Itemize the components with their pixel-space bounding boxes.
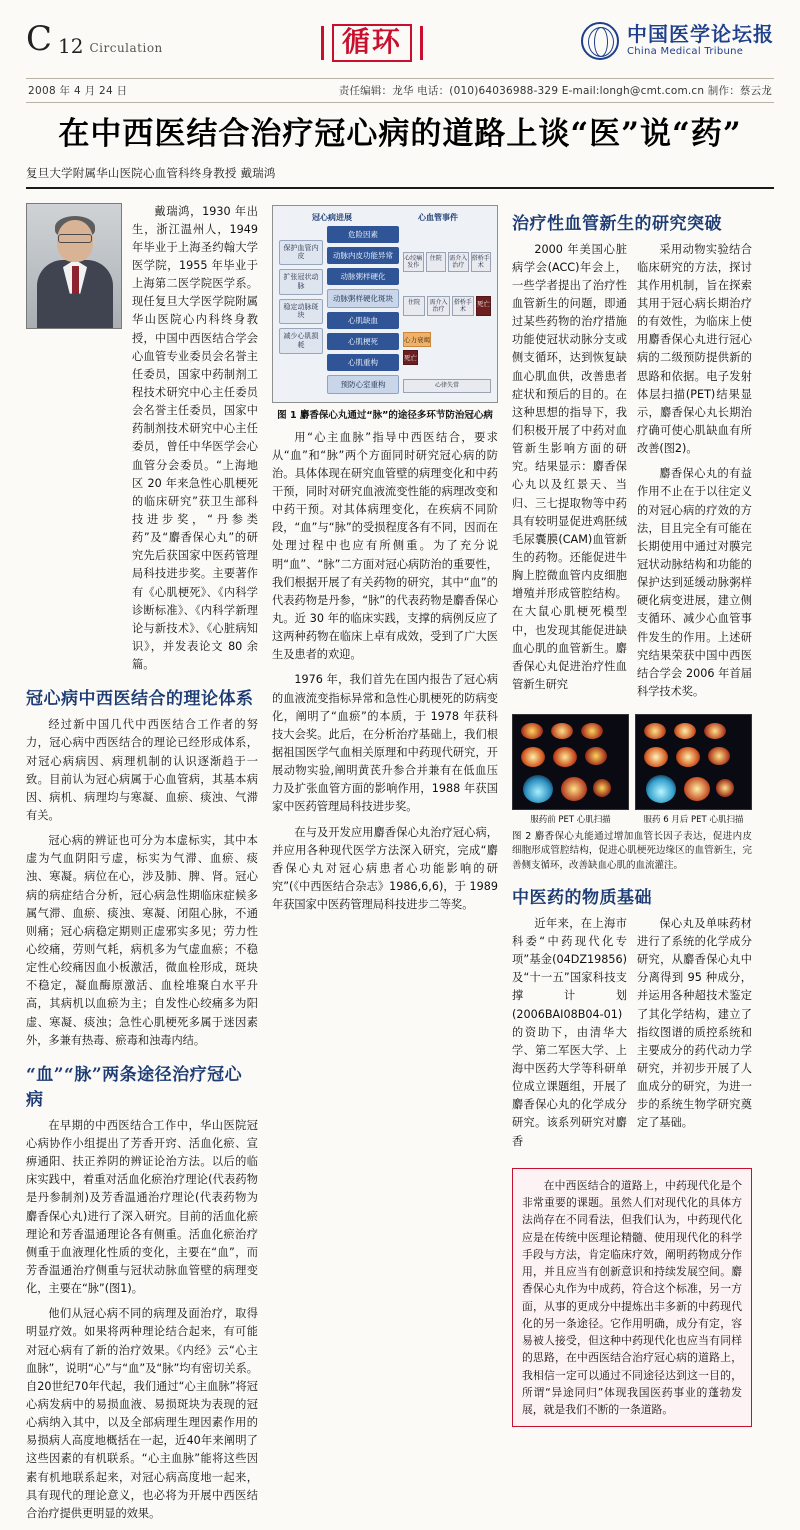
outcome: 需介入治疗	[427, 296, 449, 316]
paragraph: 麝香保心丸的有益作用不止在于以往定义的对冠心病的疗效的方法，目且完全有可能在长期使用中通过对膜完冠状动脉结构和功能的保护达到延缓动脉粥样硬化病变进展，建立侧支循环、减少心血管事件发生的作用。上述研究结果荣获中国中西医结合学会 2006 年首届科学技术奖。	[637, 467, 752, 699]
outcome: 住院	[403, 296, 425, 316]
byline: 复旦大学附属华山医院心血管科终身教授 戴瑞鸿	[26, 165, 276, 180]
figure-2-caption: 图 2 麝香保心丸能通过增加血管长因子表达，促进内皮细胞形成管腔结构，促进心肌梗死边缘区的血管新生，完善侧支循环，改善缺血心肌的血流灌注。	[512, 831, 752, 871]
figure-1-left-tags	[279, 226, 323, 394]
masthead	[26, 19, 774, 74]
paragraph: 2000 年美国心脏病学会(ACC)年会上，一些学者提出了治疗性血管新生的问题，即通过某些药物的治疗措施功能使冠状动脉分支或侧支循环，达到恢复缺血心肌血供，改善患者症状和预后的目的。在这种思想的指导下，我们积极开展了中药对血管新生影响方面的研究。结果显示：麝香保心丸以及红景天、当归、三七提取物等中药具有较明显促进鸡胚绒毛尿囊膜(CAM)血管新生的药物。还能促进牛胸上腔微血管内皮细胞增殖并形成管腔结构。在大鼠心肌梗死模型中，也发现其能促进缺血心肌的血管新生。麝香保心丸促进治疗性血管新生研究	[512, 242, 627, 692]
section-title-cn-wrap	[321, 24, 423, 62]
rule-under-headline	[26, 187, 774, 189]
brand-name-en: China Medical Tribune	[626, 46, 744, 58]
angio-text-grid	[512, 241, 752, 709]
figure-1-caption: 图 1 麝香保心丸通过“脉”的途径多环节防治冠心病	[277, 409, 493, 421]
outcome: 住院	[426, 252, 447, 272]
section-heading-theory: 冠心病中西医结合的理论体系	[26, 689, 254, 710]
figure-2-images	[512, 714, 752, 810]
column-3	[512, 199, 752, 1530]
paragraph: 经过新中国几代中西医结合工作者的努力，冠心病中西医结合的理论已经形成体系，对冠心病病因、病理机制的认识逐渐趋于一致。目前认为冠心病属于心血管病，其基本病因、病机、病理均与寒凝、血瘀、痰浊、气滞有关。	[26, 718, 258, 822]
flow-node: 动脉粥样硬化斑块	[327, 289, 399, 308]
issue-date: 2008 年 4 月 24 日	[28, 85, 128, 97]
paragraph: 用“心主血脉”指导中西医结合，要求从“血”和“脉”两个方面同时研究冠心病的防治。具体体现在研究血管壁的病理变化和中药干预，同时对研究血液流变性能的病理改变和中药干预。对其体病理变化，在疾病不同阶段，“血”与“脉”的受损程度各有不同，因而在处理过程中也应有所侧重。为了充分说明“血”、“脉”二方面对冠心病防治的重要性，我们根据开展了有关药物的研究，其中“血”的代表药物是丹参，“脉”的代表药物是麝香保心丸。近 30 年的临床实践，支撑的病例反应了这两种药物在临床上卓有成效，受到了广大医生及患者的欢迎。	[272, 430, 498, 662]
outcome-row	[403, 252, 491, 272]
outcome-row	[403, 296, 491, 316]
tag: 保护血管内皮	[279, 240, 323, 266]
section-name-en: Circulation	[89, 41, 163, 55]
figure-2-labels	[512, 813, 752, 825]
outcome: 搭桥手术	[452, 296, 474, 316]
summary-box	[512, 1168, 752, 1428]
paragraph: 近年来，在上海市科委“中药现代化专项”基金(04DZ19856)及“十一五”国家科技支撑计划 (2006BAI08B04-01) 的资助下，由清华大学、第二军医大学、上海中医药大学等科研单位成立课题组，开展了麝香保心丸的化学成分研究。该系列研究对麝香	[512, 916, 627, 1148]
info-bar	[26, 79, 774, 103]
red-bar-left	[321, 26, 324, 60]
page-title: 在中西医结合治疗冠心病的道路上谈“医”说“药”	[58, 116, 742, 152]
summary-text: 在中西医结合的道路上，中药现代化是个非常重要的课题。虽然人们对现代化的具体方法尚存在不同看法，但我们认为，中药现代化应是在传统中医理论精髓、使用现代化的科学手段与方法，肯定临床疗效，阐明药物成分作用，并且应当有创新意识和持续发展空间。麝香保心丸作为中成药，符合这个标准，另一方面，从事的更成分中提炼出丰多新的中药现代化的另一条途径。它作用明确，成分有定，容易被人接受，但这种中药现代化也应当有同样的思路，在中西医结合治疗冠心病的道路上，我相信一定可以通过不同途径达到这一目的，所谓“异途同归”体现我国医药事业的蓬勃发展，就是我们不断的一条道路。	[522, 1178, 742, 1417]
flow-node: 心肌重构	[327, 354, 399, 371]
column-1	[26, 199, 258, 1530]
paragraph: 在与及开发应用麝香保心丸治疗冠心病，并应用各种现代医学方法深入研究，完成“麝香保心丸对冠心病患者心功能影响的研究”(《中西医结合杂志》1986,6,6)，于 1989 年获国家中医药管理局科技进步二等奖。	[272, 825, 498, 912]
section-title-cn: 循环	[332, 24, 412, 62]
outcome: 心绞痛发作	[403, 252, 424, 272]
brand-name-cn: 中国医学论坛报	[626, 22, 774, 47]
editor-credits: 责任编辑：龙华 电话：(010)64036988-329 E-mail:longh@cmt.com.cn 制作：蔡云龙	[338, 85, 772, 97]
figure-1-header-right: 心血管事件	[418, 212, 458, 222]
outcome-death: 死亡	[476, 296, 491, 316]
figure-2	[512, 714, 752, 873]
figure-2-label-left: 服药前 PET 心肌扫描	[530, 815, 611, 826]
tag: 扩张冠状动脉	[279, 269, 323, 295]
column-2	[272, 199, 498, 1530]
section-heading-material: 中医药的物质基础	[512, 887, 652, 908]
tag: 稳定动脉斑块	[279, 299, 323, 325]
author-bio: 戴瑞鸿，1930 年出生，浙江温州人，1949 年毕业于上海圣约翰大学医学院，1955 年毕业于上海第二医学院医学系。现任复旦大学医学院附属华山医院心内科终身教授，中国中西医结合学会心血管专业委员会名誉主任委员，国家中药制剂工程技术研究中心主任委员会名誉主任委员，国家中药制剂技术研究中心主任委员，曾任中华医学会心血管分会委员。“上海地区 20 年来急性心肌梗死的临床研究”获卫生部科技进步奖，“丹参类药”及“麝香保心丸”的研究先后获国家中医药管理局科技进步奖。主要著作有《心肌梗死》、《内科学诊断标准》、《内科学新理论与新技术》、《心脏病知识》，并发表论文 80 余篇。	[132, 204, 258, 672]
author-portrait	[26, 203, 122, 329]
paragraph: 冠心病的辨证也可分为本虚标实，其中本虚为气血阴阳亏虚，标实为气滞、血瘀、痰浊、寒凝。病位在心，涉及肺、脾、肾。冠心病的病症结合分析，冠心病急性期临床症候多属气滞、血瘀、痰浊、寒凝、闭阻心脉，不通则痛；冠心病稳定期则正虚邪实多见；劳力性心绞痛，劳则气耗，病机多为气虚血瘀；不稳定性心绞痛因血小板激活，微血栓形成，斑块不稳定，凝血酶原激活、血栓堆聚白水平升高，其病机以血瘀为主；自发性心绞痛多为阳虚、寒凝、痰浊；急性心肌梗死多属于迷因素外，多兼有热毒、瘀毒和浊毒内结。	[26, 834, 258, 1047]
outcome-row	[403, 350, 491, 365]
author-block	[26, 203, 258, 675]
section-marker	[26, 19, 163, 59]
figure-1-body	[279, 226, 491, 394]
paragraph: 在早期的中西医结合工作中，华山医院冠心病协作小组提出了芳香开窍、活血化瘀、宣痹通阳、扶正养阴的辨证论治方法。以后的临床实践中，着重对活血化瘀治疗理论(代表药物是丹参制剂)及芳香温通治疗理论(代表药物为麝香保心丸)进行了深入研究。目前的活血化瘀理论和芳香温通理论各有侧重。活血化瘀治疗侧重于血液理化性质的变化，主要在“血”，而芳香温通治疗侧重与冠状动脉血管壁的病理变化，主要在“脉”(图1)。	[26, 1118, 258, 1296]
globe-icon	[581, 22, 619, 60]
outcome-row	[403, 379, 491, 392]
material-text-grid	[512, 915, 752, 1158]
figure-1-header-left: 冠心病进展	[312, 212, 352, 222]
figure-2-label-right: 服药 6 月后 PET 心肌扫描	[643, 815, 744, 826]
figure-1-flow-nodes	[327, 226, 399, 394]
paragraph: 1976 年，我们首先在国内报告了冠心病的血液流变指标异常和急性心肌梗死的防病变化，阐明了“血瘀”的本质，于 1978 年获科技大会奖。此后，在分析治疗基础上，我们根据祖国医学气血相关原理和中药现代研究，开展动物实验,阐明黄芪升参合并兼有在低血压力及扩张血管方面的影响作用，1988 年获国家中医药管理局科技进步奖。	[272, 673, 498, 814]
paragraph: 他们从冠心病不同的病理及面治疗，取得明显疗效。如果将两种理论结合起来，有可能对冠心病有了新的治疗效果。《内经》云“心主血脉”，说明“心”与“血”及“脉”均有密切关系。自20世纪70年代起，我们通过“心主血脉”将冠心病发病中的易损血液、易损斑块为表现的冠心病纳入其中，以及全部病理生理因素作用的易损病人高度地概括在一起，近40年来阐明了这些因素的有机联系。“心主血脉”能将这些因素有机地联系起来，对冠心病高度地一起来，具有现代的理论意义，也必将为开展中西医结合治疗提供更明显的效果。	[26, 1307, 258, 1520]
paragraph: 采用动物实验结合临床研究的方法，探讨其作用机制，旨在探索其用于冠心病长期治疗的有效性，为临床上使用麝香保心丸进行冠心病的二级预防提供新的思路和依据。电子发射体层扫描(PET)结果显示，麝香保心丸长期治疗确可使心肌缺血有所改善(图2)。	[637, 242, 752, 456]
article-columns	[26, 199, 774, 1530]
figure-1-outcomes	[403, 226, 491, 394]
brand-text	[627, 24, 774, 58]
outcome: 需介入治疗	[448, 252, 469, 272]
section-heading-angiogenesis: 治疗性血管新生的研究突破	[512, 213, 722, 234]
figure-1-headers	[279, 212, 491, 223]
flow-node: 心肌梗死	[327, 333, 399, 350]
figure-1-flowchart	[272, 205, 498, 403]
flow-node-pre: 预防心室重构	[327, 375, 399, 394]
brand-logo	[581, 22, 774, 60]
section-number: 12	[58, 34, 84, 58]
flow-node: 动脉粥样硬化	[327, 268, 399, 285]
flow-node: 危险因素	[327, 226, 399, 243]
flow-node: 心肌缺血	[327, 312, 399, 329]
outcome: 心律失常	[403, 379, 491, 392]
flow-node: 动脉内皮功能异常	[327, 247, 399, 264]
red-bar-right	[420, 26, 423, 60]
outcome-death: 死亡	[403, 350, 418, 365]
outcome-row	[403, 332, 491, 347]
section-letter: C	[26, 19, 53, 59]
outcome: 心力衰竭	[403, 332, 431, 347]
outcome: 搭桥手术	[471, 252, 492, 272]
paragraph: 保心丸及单味药材进行了系统的化学成分研究，从麝香保心丸中分离得到 95 种成分，并运用各种超技术鉴定了其化学结构，建立了指纹图谱的质控系统和主要成分的药代动力学研究，并初步开展了人血成分的研究，为进一步的系统生物学研究奠定了基础。	[637, 916, 752, 1130]
pet-scan-before	[512, 714, 629, 810]
pet-scan-after	[635, 714, 752, 810]
tag: 减少心肌损耗	[279, 328, 323, 354]
section-heading-path: “血”“脉”两条途径治疗冠心病	[26, 1064, 243, 1110]
